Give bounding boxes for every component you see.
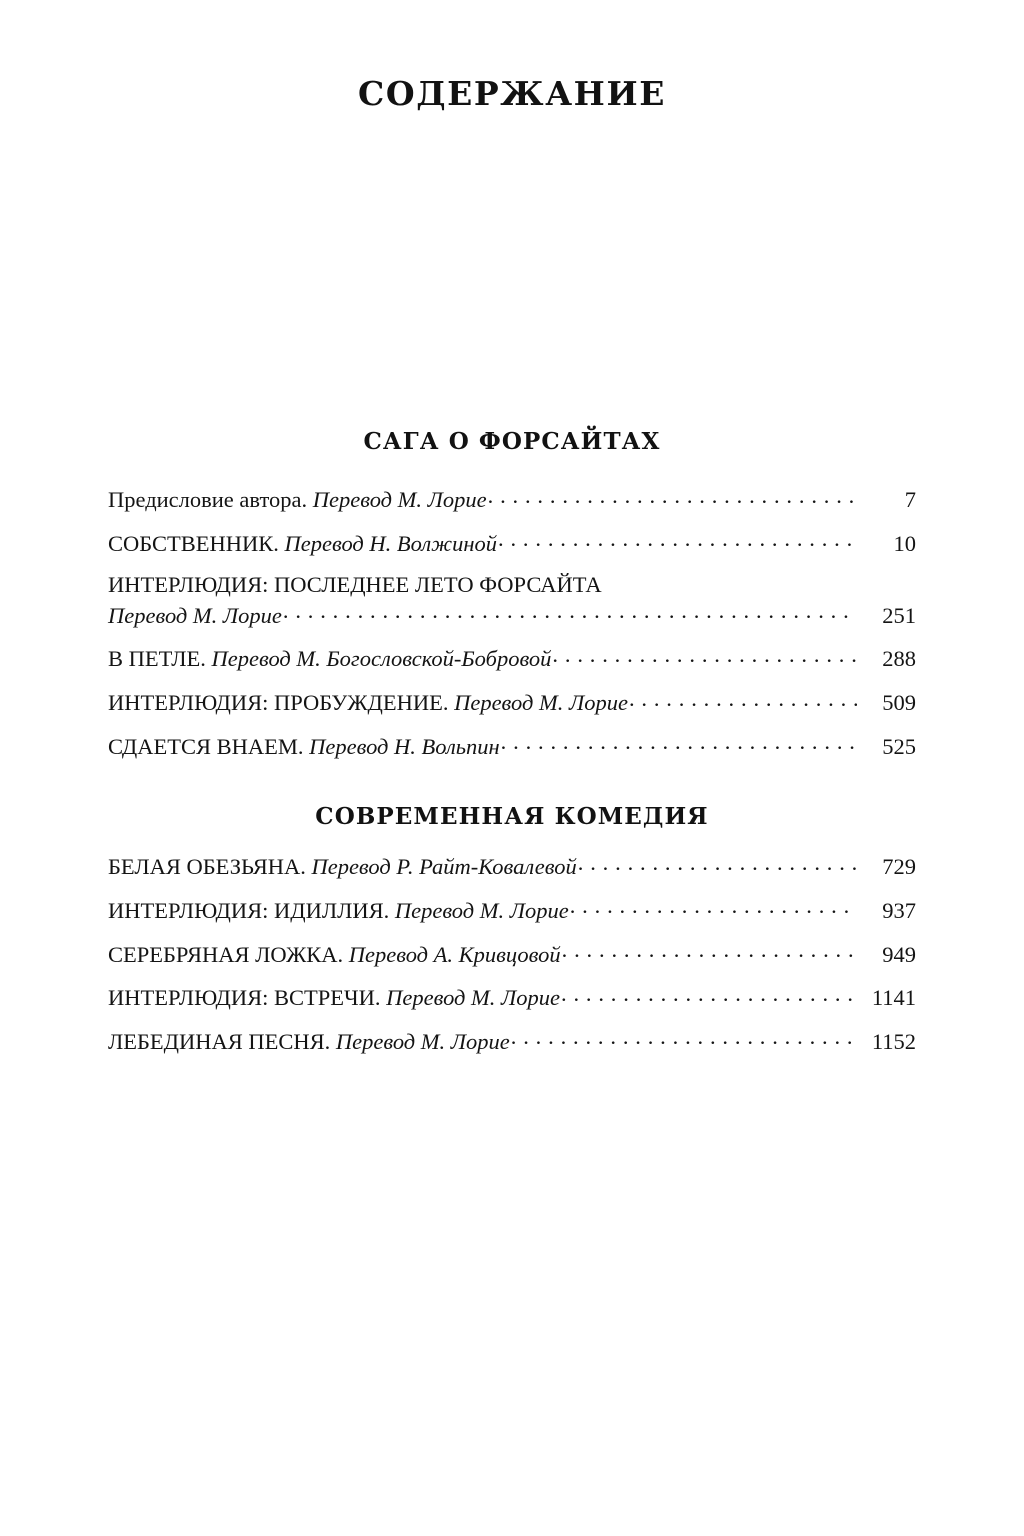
- toc-entry[interactable]: [108, 982, 916, 1015]
- toc-entry-title: ЛЕБЕДИНАЯ ПЕСНЯ.: [108, 1028, 331, 1054]
- dot-leader: [488, 485, 857, 508]
- dot-leader: [578, 852, 857, 875]
- toc-entry-row: [108, 731, 916, 764]
- toc-entry[interactable]: [108, 484, 916, 517]
- dot-leader: [511, 1026, 857, 1049]
- toc-entry-text: [108, 687, 628, 720]
- toc-entry-text: [108, 484, 487, 517]
- toc-entry-row: [108, 600, 916, 633]
- toc-entry-row: [108, 687, 916, 720]
- dot-leader: [498, 528, 857, 551]
- toc-entry-title: ИНТЕРЛЮДИЯ: ИДИЛЛИЯ.: [108, 897, 390, 923]
- toc-entry-page-number: 10: [893, 530, 916, 556]
- dot-leader: [552, 644, 857, 667]
- page-title: СОДЕРЖАНИЕ: [357, 74, 666, 113]
- toc-entry-text: [108, 731, 500, 764]
- toc-entry-text: [108, 1026, 510, 1059]
- toc-entry-text: [108, 600, 282, 633]
- dot-leader: [561, 983, 857, 1006]
- toc-entry-page-number: 7: [904, 487, 916, 512]
- toc-entry-translator: Перевод Р. Райт-Ковалевой: [311, 854, 577, 880]
- toc-entry-row: [108, 939, 916, 972]
- toc-entry-row: [108, 895, 916, 928]
- dot-leader: [629, 688, 857, 711]
- dot-leader: [501, 731, 857, 754]
- toc-entry-translator: Перевод М. Лорие: [312, 487, 487, 512]
- toc-entry-row: [108, 851, 916, 884]
- toc-entry-text: [108, 643, 551, 676]
- toc-entry-translator: Перевод М. Лорие: [108, 602, 282, 628]
- toc-entry[interactable]: [108, 895, 916, 928]
- toc-entry-text: [108, 939, 561, 972]
- section-heading: СОВРЕМЕННАЯ КОМЕДИЯ: [315, 803, 709, 831]
- toc-entry-page-number: 251: [882, 602, 916, 628]
- toc-entry[interactable]: [108, 939, 916, 972]
- toc-entry-row: [108, 982, 916, 1015]
- toc-entry-title: БЕЛАЯ ОБЕЗЬЯНА.: [108, 854, 306, 880]
- toc-entry[interactable]: [108, 851, 916, 884]
- toc-entry-page-number: 509: [882, 690, 916, 716]
- toc-entry-title: ИНТЕРЛЮДИЯ: ПОСЛЕДНЕЕ ЛЕТО ФОРСАЙТА: [108, 572, 602, 598]
- toc-entry[interactable]: [108, 571, 916, 632]
- dot-leader: [562, 939, 857, 962]
- toc-entry-translator: Перевод Н. Вольпин: [309, 733, 500, 759]
- toc-entry-title: СОБСТВЕННИК.: [108, 530, 279, 556]
- toc-entry-title: В ПЕТЛЕ.: [108, 646, 206, 672]
- toc-entry-page-number: 288: [882, 646, 916, 672]
- toc-entry-translator: Перевод М. Лорие: [394, 897, 569, 923]
- toc-entry-text: [108, 528, 497, 561]
- toc-entry-translator: Перевод М. Лорие: [454, 690, 628, 716]
- toc-entry-page-number: 525: [882, 733, 916, 759]
- toc-entry[interactable]: [108, 1026, 916, 1059]
- toc-entry-translator: Перевод М. Лорие: [386, 985, 560, 1011]
- toc-entry-row: [108, 528, 916, 561]
- toc-entry-translator: Перевод М. Лорие: [335, 1028, 510, 1054]
- toc-entry-title: ИНТЕРЛЮДИЯ: ВСТРЕЧИ.: [108, 985, 381, 1011]
- dot-leader: [283, 600, 857, 623]
- toc-entry-text: [108, 982, 560, 1015]
- toc-entry-translator: Перевод Н. Волжиной: [284, 530, 498, 556]
- toc-entry-page-number: 729: [882, 854, 916, 880]
- toc-entry-page-number: 949: [882, 941, 916, 967]
- section-heading: САГА О ФОРСАЙТАХ: [363, 428, 661, 455]
- dot-leader: [570, 895, 857, 918]
- toc-entry-text: [108, 851, 577, 884]
- toc-entry-page-number: 1152: [871, 1028, 916, 1054]
- toc-entry[interactable]: [108, 687, 916, 720]
- toc-entry-row: [108, 484, 916, 517]
- toc-entry-text: [108, 895, 569, 928]
- toc-entry-title: Предисловие автора.: [108, 487, 308, 512]
- toc-entry-title: СЕРЕБРЯНАЯ ЛОЖКА.: [108, 941, 344, 967]
- toc-entry-page-number: 937: [882, 897, 916, 923]
- toc-entry-page-number: 1141: [871, 985, 916, 1011]
- toc-entry[interactable]: [108, 528, 916, 561]
- toc-entry-row: [108, 643, 916, 676]
- toc-entry-title: ИНТЕРЛЮДИЯ: ПРОБУЖДЕНИЕ.: [108, 690, 449, 716]
- toc-entry-row: [108, 1026, 916, 1059]
- toc-entry[interactable]: [108, 731, 916, 764]
- toc-entry-translator: Перевод А. Кривцовой: [348, 941, 561, 967]
- table-of-contents: [108, 430, 916, 1058]
- toc-entry[interactable]: [108, 643, 916, 676]
- toc-entry-title: СДАЕТСЯ ВНАЕМ.: [108, 733, 304, 759]
- toc-entry-translator: Перевод М. Богословской-Бобровой: [211, 646, 552, 672]
